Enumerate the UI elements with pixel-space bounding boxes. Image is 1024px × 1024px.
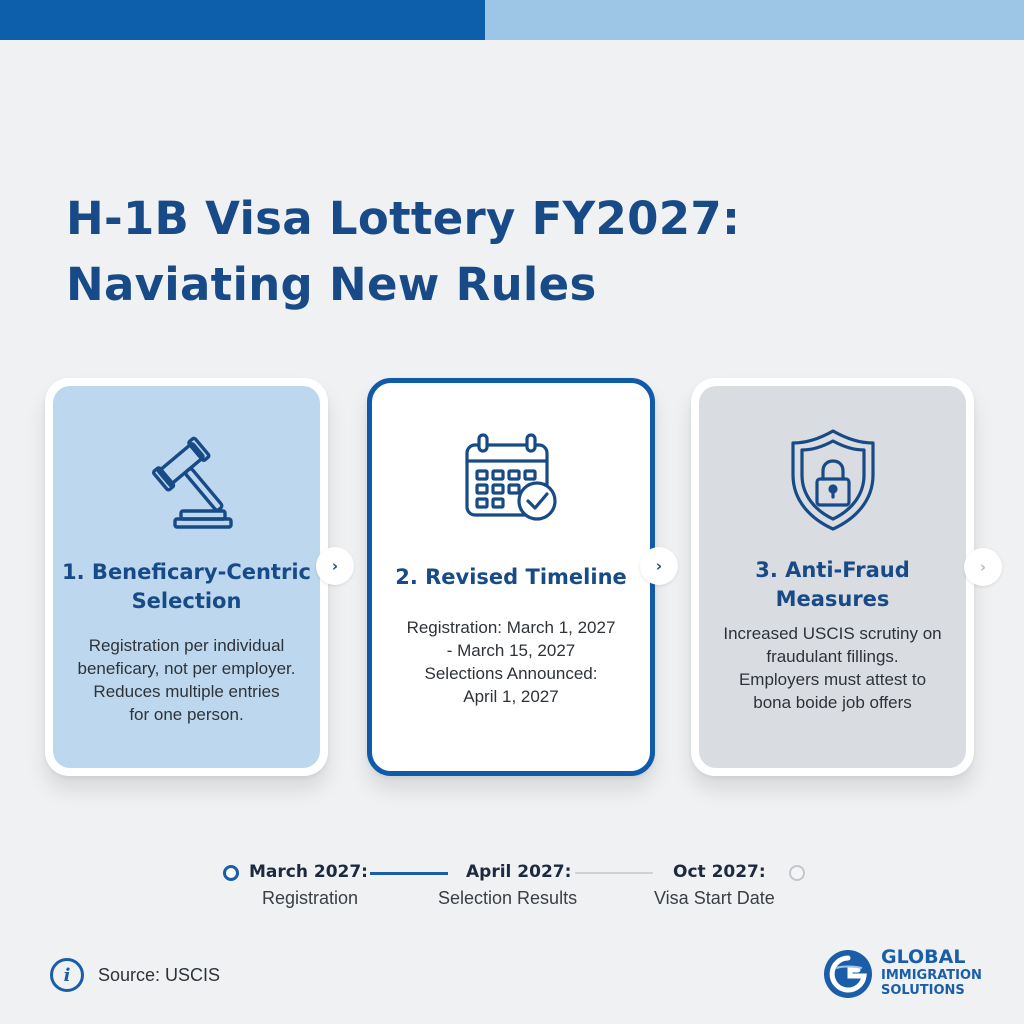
timeline-end-dot [789, 865, 805, 881]
card-desc-line: for one person. [129, 705, 244, 724]
card-desc-line: bona boide job offers [753, 693, 912, 712]
card-desc-line: fraudulant fillings. [766, 647, 899, 666]
chevron-right-icon[interactable]: › [316, 547, 354, 585]
card-title: 2. Revised Timeline [395, 565, 627, 589]
card-desc-line: Increased USCIS scrutiny on [723, 624, 942, 643]
page-title-line2: Naviating New Rules [66, 258, 597, 311]
timeline-label: March 2027: [249, 862, 368, 882]
card-desc-line: April 1, 2027 [463, 687, 559, 706]
timeline-connector [370, 872, 448, 875]
card-title [699, 556, 966, 614]
card-desc-line: Registration per individual [88, 636, 285, 655]
timeline-sublabel: Visa Start Date [654, 888, 775, 908]
globe-logo-icon [822, 948, 874, 1000]
card-desc-line: Employers must attest to [738, 670, 927, 689]
card-title-line1: 3. Anti-Fraud [755, 558, 910, 582]
card-desc-line: beneficary, not per employer. [77, 659, 296, 678]
timeline-label: Oct 2027: [673, 862, 766, 882]
top-bar-light-segment [485, 0, 1024, 40]
card-description [63, 634, 310, 726]
page-title [66, 186, 966, 318]
timeline-start-dot [223, 865, 239, 881]
brand-line1: GLOBAL [881, 946, 966, 968]
timeline-sublabel: Selection Results [438, 888, 578, 908]
card-title-line2: Selection [131, 589, 242, 613]
card-beneficiary-selection [45, 378, 328, 776]
card-title-line1: 1. Beneficary-Centric [62, 560, 311, 584]
card-description [709, 622, 956, 714]
source-text: Source: USCIS [98, 965, 221, 985]
timeline [0, 856, 1024, 916]
calendar-check-icon [457, 429, 565, 529]
card-desc-line: Selections Announced: [424, 664, 598, 683]
chevron-right-icon[interactable]: › [640, 547, 678, 585]
card-anti-fraud [691, 378, 974, 776]
gavel-icon [133, 431, 241, 531]
card-desc-line: Registration: March 1, 2027 [406, 618, 616, 637]
chevron-right-icon[interactable]: › [964, 548, 1002, 586]
info-icon: i [50, 958, 84, 992]
timeline-connector [575, 872, 653, 874]
timeline-sublabel: Registration [262, 888, 359, 908]
brand-line3: SOLUTIONS [881, 983, 965, 998]
card-title [53, 558, 320, 616]
card-revised-timeline [367, 378, 655, 776]
card-description [385, 616, 637, 708]
brand-logo [822, 946, 1002, 1006]
top-bar-dark-segment [0, 0, 485, 40]
card-desc-line: - March 15, 2027 [446, 641, 576, 660]
timeline-label: April 2027: [466, 862, 572, 882]
shield-lock-icon [785, 425, 881, 535]
page-title-line1: H-1B Visa Lottery FY2027: [66, 192, 741, 245]
card-title-line2: Measures [775, 587, 890, 611]
card-desc-line: Reduces multiple entries [93, 682, 280, 701]
brand-line2: IMMIGRATION [881, 968, 982, 983]
top-accent-bar [0, 0, 1024, 40]
